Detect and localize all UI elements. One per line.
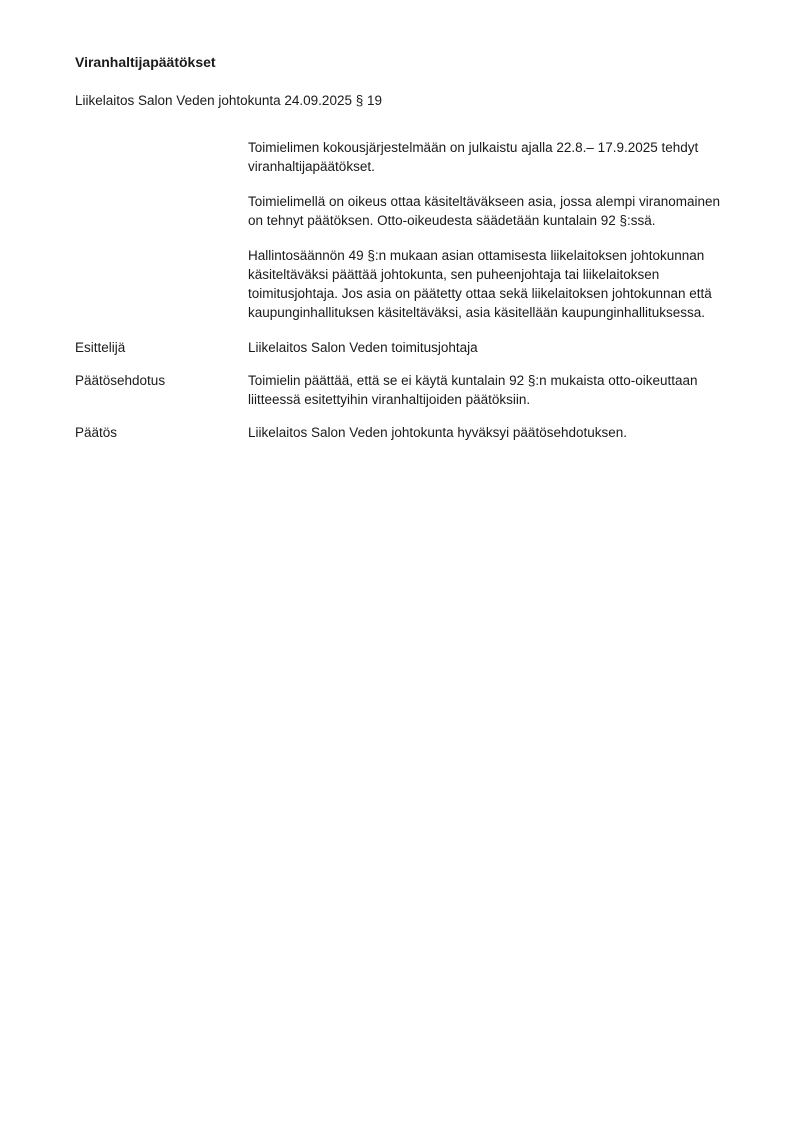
section-content-paatos: Liikelaitos Salon Veden johtokunta hyväksyi päätösehdotuksen. bbox=[248, 425, 628, 440]
section-row-esittelija bbox=[75, 338, 724, 357]
body-paragraph-publication: Toimielimen kokousjärjestelmään on julkaistu ajalla 22.8.– 17.9.2025 tehdyt viranhaltijapäätökset. bbox=[248, 140, 699, 174]
section-content-paatosehdotus: Toimielin päättää, että se ei käytä kuntalain 92 §:n mukaista otto-oikeuttaan liitteessä esitettyihin viranhaltijoiden päätöksiin. bbox=[248, 373, 698, 407]
document-body bbox=[248, 138, 726, 322]
section-label-paatosehdotus: Päätösehdotus bbox=[75, 373, 166, 388]
body-paragraph-hallintosaanto: Hallintosäännön 49 §:n mukaan asian ottamisesta liikelaitoksen johtokunnan käsiteltäväksi päättää johtokunta, sen puheenjohtaja tai liikelaitoksen toimitusjohtaja. Jos asia on päätetty ottaa sekä liikelaitoksen johtokunnan että kaupunginhallituksen käsiteltäväksi, asia käsitellään kaupunginhallituksessa. bbox=[248, 248, 712, 320]
section-row-paatosehdotus bbox=[75, 371, 724, 409]
body-paragraph-otto-oikeus: Toimielimellä on oikeus ottaa käsiteltäväkseen asia, jossa alempi viranomainen on tehnyt päätöksen. Otto-oikeudesta säädetään kuntalain 92 §:ssä. bbox=[248, 194, 720, 228]
section-content-esittelija: Liikelaitos Salon Veden toimitusjohtaja bbox=[248, 340, 478, 355]
section-label-paatos: Päätös bbox=[75, 425, 118, 440]
document-subtitle: Liikelaitos Salon Veden johtokunta 24.09.2025 § 19 bbox=[75, 93, 382, 108]
section-row-paatos bbox=[75, 423, 724, 442]
section-label-esittelija: Esittelijä bbox=[75, 340, 126, 355]
document-title: Viranhaltijapäätökset bbox=[75, 54, 216, 70]
decision-sections bbox=[75, 338, 724, 442]
